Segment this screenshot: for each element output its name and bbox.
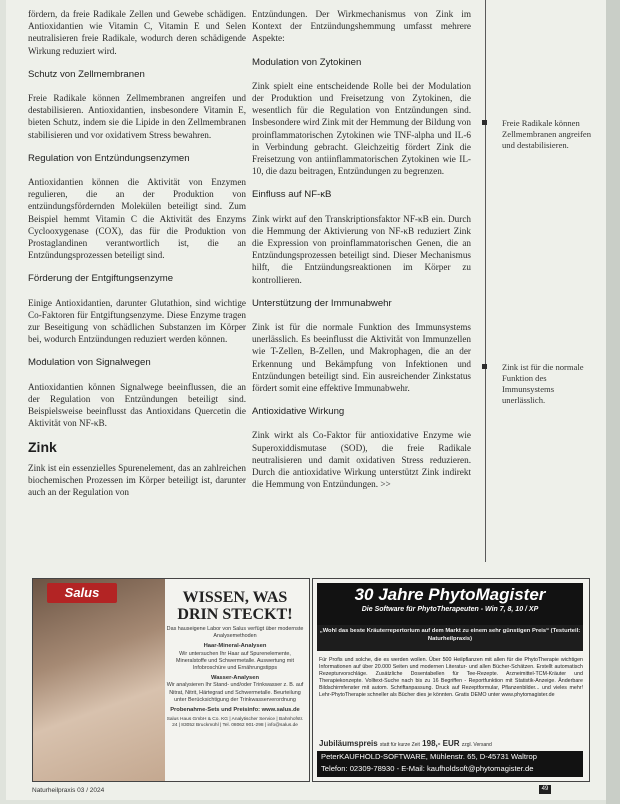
price-old: statt für kurze Zeit [379, 742, 420, 748]
salus-intro: Das hauseigene Labor von Salus verfügt über modernste Analysemethoden [166, 626, 304, 640]
subheading: Modulation von Signalwegen [28, 357, 151, 369]
phytomagister-subtitle: Die Software für PhytoTherapeuten - Win 7, 8, 10 / XP [361, 606, 539, 613]
paragraph: Entzündungen. Der Wirkmechanismus von Zink im Kontext der Entzündungshemmung umfasst mehrere Aspekte: [252, 9, 471, 44]
salus-section2-title: Wasser-Analysen [210, 675, 260, 682]
bullet-icon [482, 364, 487, 369]
phytomagister-banner [317, 583, 583, 625]
price-value: 198,- EUR [422, 739, 460, 748]
subheading: Regulation von Entzündungsenzymen [28, 152, 190, 164]
subheading: Schutz von Zellmembranen [28, 68, 145, 80]
paragraph: Zink ist ein essenzielles Spurenelement, das an zahlreichen biochemischen Prozessen im Körper beteiligt ist, darunter auch an der Regulation von [28, 462, 246, 498]
bullet-icon [482, 120, 487, 125]
phytomagister-advertisement[interactable] [312, 578, 590, 782]
journal-footer: Naturheilpraxis 03 / 2024 [32, 787, 105, 794]
company-line: PeterKAUFHOLD-SOFTWARE, Mühlenstr. 65, D-45731 Waltrop [321, 752, 537, 761]
woman-portrait-image [33, 579, 165, 781]
salus-headline: WISSEN, WAS DRIN STECKT! [177, 589, 293, 623]
paragraph: Zink wirkt als Co-Faktor für antioxidative Enzyme wie Superoxiddismutase (SOD), die freie Radikale neutralisieren und damit oxidativen Stress reduzieren. Durch die antioxidative Wirkung unterstützt Zink indirekt die Hemmung von Entzündungen. >> [252, 430, 471, 490]
phytomagister-title: 30 Jahre PhytoMagister [354, 585, 546, 604]
section-heading: Zink [28, 439, 57, 456]
paragraph: Zink ist für die normale Funktion des Immunsystems unerlässlich. Es beeinflusst die Aktivität von Immunzellen wie T-Zellen, B-Zellen, und Makrophagen, die an der Erkennung und Bekämpfung von Infektionen und Entzündungen beteiligt sind. Ein ausreichender Zinkstatus fördert somit eine effektive Immunabwehr. [252, 322, 471, 394]
article-column-left [28, 8, 246, 510]
subheading: Einfluss auf NF-κB [252, 189, 332, 201]
subheading: Förderung der Entgiftungsenzyme [28, 273, 174, 285]
subheading: Modulation von Zytokinen [252, 56, 362, 68]
salus-contact[interactable]: Probenahme-Sets und Preisinfo: www.salus.de [170, 707, 300, 714]
paragraph: Freie Radikale können Zellmembranen angreifen und destabilisieren. Antioxidantien, insbesondere Vitamin E, bieten Schutz, indem sie die Lipide in den Zellmembranen stabilisieren und vor oxidativem Stress bewahren. [28, 93, 246, 140]
salus-section2-text: Wir analysieren Ihr Stand- und/oder Trinkwasser z. B. auf Nitrat, Nitrit, Härtegrad und Schwermetalle. Beurteilung unter Berücksichtigung der Trinkwasserverordnung [166, 682, 304, 703]
sidebar-note-2: Zink ist für die normale Funktion des Immunsystems unerlässlich. [502, 362, 592, 406]
phytomagister-body: Für Profis und solche, die es werden wollen. Über 500 Heilpflanzen mit allen für die PhytoTherapie wichtigen Informationen auf über 20.000 Seiten und modernen Literatur- und allen Bücher-Schätzen. Erstellt automatisch Rezepturvorschläge. Zusätzliche Dosentabellen für Tee-Rezepte. Arzneimittel-TCM-Kräuter und Therapiekonzepte. Volltext-Suche nach bis zu 16 Begriffen - Reportfunktion mit Statistik-Anzeige. Änderbare Bildschirmfenster mit autom. Schriftanpassung. Druck auf Rezeptformular, Pflanzenbilder... und vieles mehr! Lehr-PhytoTherapie schneller als Bücher dies je könnten. Gratis DEMO unter www.phytomagister.de [319, 657, 583, 698]
phytomagister-footer [317, 751, 583, 777]
phytomagister-price-line [319, 739, 583, 748]
contact-line[interactable]: Telefon: 02309-78930 - E-Mail: kaufholdsoft@phytomagister.de [321, 764, 534, 773]
paragraph: Zink wirkt auf den Transkriptionsfaktor NF-κB ein. Durch die Hemmung der Aktivierung von NF-κB reduziert Zink die Expression von proinflammatorischen Genen, die an Entzündungsprozessen beteiligt sind. Dieser Mechanismus hilft, die Entzündungsreaktionen im Körper zu kontrollieren. [252, 213, 471, 285]
paragraph: Zink spielt eine entscheidende Rolle bei der Modulation der Produktion und Freisetzung von Zytokinen, die wesentlich für die Regulation von Entzündungen sind. Insbesondere wird Zink mit der Hemmung der Bildung von proinflammatorischen Zytokinen wie TNF-alpha und IL-6 in Verbindung gebracht. Gleichzeitig fördert Zink die Freisetzung von antiinflammatorischen Zytokinen wie IL-10, die dazu beitragen, Entzündungen zu begrenzen. [252, 80, 471, 177]
subheading: Antioxidative Wirkung [252, 406, 345, 418]
subheading: Unterstützung der Immunabwehr [252, 297, 392, 309]
page-edge [606, 0, 620, 804]
salus-ad-text [165, 587, 305, 729]
salus-logo: Salus [47, 583, 117, 603]
price-label: Jubiläumspreis [319, 739, 378, 748]
paragraph: fördern, da freie Radikale Zellen und Gewebe schädigen. Antioxidantien wie Vitamin C, Vitamin E und Selen neutralisieren freie Radikale, wodurch deren schädigende Wirkung reduziert wird. [28, 9, 246, 56]
salus-company: Salus Haus GmbH & Co. KG | Analytischer Service | Bahnhofstr. 24 | 83052 Bruckmühl | Tel. 08062 901-298 | info@salus.de [166, 717, 304, 729]
paragraph: Antioxidantien können Signalwege beeinflussen, die an der Regulation von Entzündungen beteiligt sind. Beispielsweise beeinflusst das Antioxidans Quercetin die Aktivität von NF-κB. [28, 381, 246, 429]
article-column-right [252, 8, 471, 503]
paragraph: Einige Antioxidantien, darunter Glutathion, sind wichtige Co-Faktoren für Entgiftungsenzyme. Diese Enzyme tragen zur Beseitigung von schädlichen Substanzen im Körper bei, wodurch Entzündungen reduziert werden können. [28, 297, 246, 345]
page-number: 49 [539, 785, 551, 794]
sidebar-note-1: Freie Radikale können Zellmembranen angreifen und destabilisieren. [502, 118, 592, 151]
phytomagister-quote: „Wohl das beste Kräuterrepertorium auf dem Markt zu einem sehr günstigen Preis“ (Testurteil: Naturheilpraxis) [317, 625, 583, 651]
salus-advertisement[interactable] [32, 578, 310, 782]
salus-section1-text: Wir untersuchen Ihr Haar auf Spurenelemente, Mineralstoffe und Schwermetalle. Auswertung mit Infobroschüre und Ernährungstipps [176, 650, 294, 672]
paragraph: Antioxidantien können die Aktivität von Enzymen regulieren, die an der Produktion von entzündungsfördernden Molekülen beteiligt sind. Zum Beispiel hemmt Vitamin C die Aktivität des Enzyms Cyclooxygenase (COX), das für die Produktion von Prostaglandinen verantwortlich ist, die an Entzündungsprozessen beteiligt sind. [28, 177, 246, 261]
sidebar-divider [485, 0, 486, 562]
price-note: zzgl. Versand [461, 742, 492, 748]
salus-section1-title: Haar-Mineral-Analysen [203, 643, 267, 650]
